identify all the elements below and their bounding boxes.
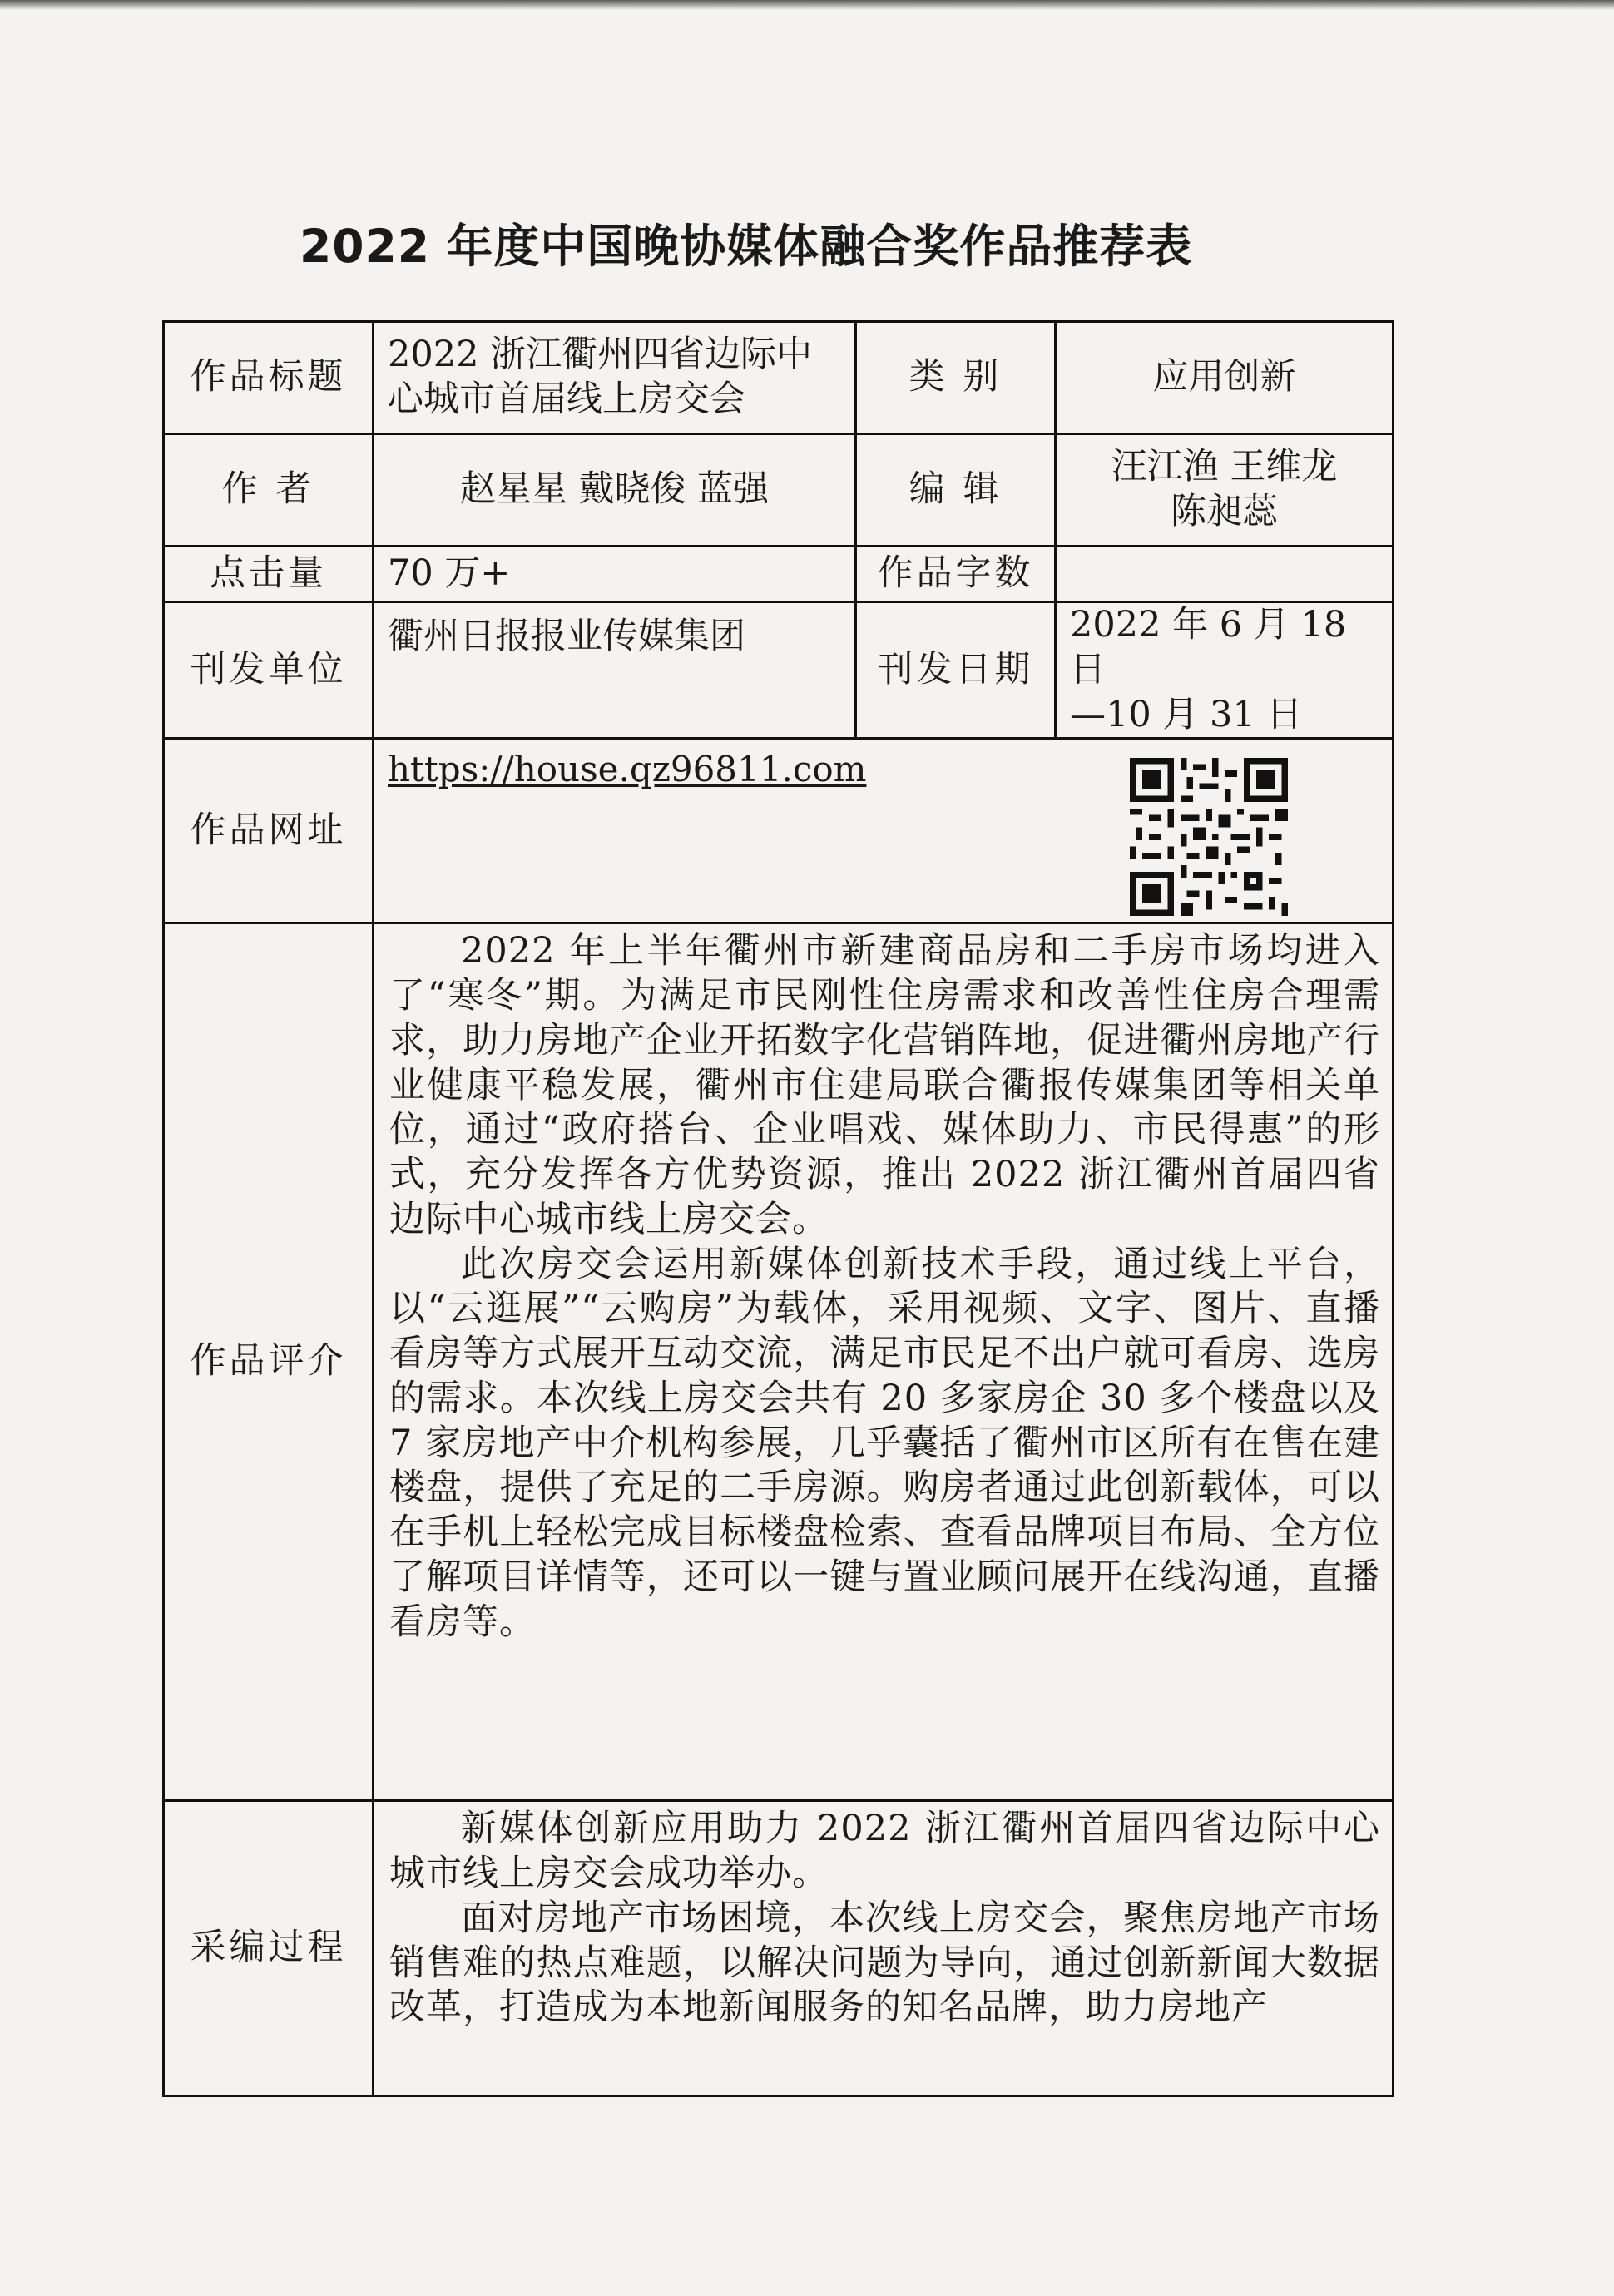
row-url [164, 739, 1394, 923]
author-value: 赵星星 戴晓俊 蓝强 [374, 434, 856, 547]
row-publisher [164, 602, 1394, 739]
recommendation-form-table [162, 320, 1394, 2097]
page-title: 2022 年度中国晚协媒体融合奖作品推荐表 [300, 220, 1193, 273]
author-label: 作 者 [164, 434, 374, 547]
url-link[interactable]: https://house.qz96811.com [388, 749, 867, 790]
process-label: 采编过程 [164, 1801, 374, 2096]
review-paragraph-1: 2022 年上半年衢州市新建商品房和二手房市场均进入了“寒冬”期。为满足市民刚性住房需求和改善性住房合理需求，助力房地产企业开拓数字化营销阵地，促进衢州房地产行业健康平稳发展，衢州市住建局联合衢报传媒集团等相关单位，通过“政府搭台、企业唱戏、媒体助力、市民得惠”的形式，充分发挥各方优势资源，推出 2022 浙江衢州首届四省边际中心城市线上房交会。 [389, 930, 1380, 1240]
clicks-value: 70 万+ [374, 547, 856, 602]
editor-value [1056, 434, 1394, 547]
category-label: 类 别 [856, 322, 1056, 434]
publisher-label: 刊发单位 [164, 602, 374, 739]
clicks-label: 点击量 [164, 547, 374, 602]
review-text [374, 923, 1394, 1801]
editor-line-2: 陈昶蕊 [1171, 491, 1278, 532]
row-title [164, 322, 1394, 434]
process-paragraph-1: 新媒体创新应用助力 2022 浙江衢州首届四省边际中心城市线上房交会成功举办。 [389, 1808, 1380, 1894]
date-line-2: —10 月 31 日 [1070, 693, 1303, 735]
date-line-1: 2022 年 6 月 18 日 [1070, 604, 1347, 690]
date-label: 刊发日期 [856, 602, 1056, 739]
review-label: 作品评介 [164, 923, 374, 1801]
category-value: 应用创新 [1056, 322, 1394, 434]
wordcount-value [1056, 547, 1394, 602]
process-text [374, 1801, 1394, 2096]
row-author [164, 434, 1394, 547]
publisher-value: 衢州日报报业传媒集团 [374, 602, 856, 739]
date-value [1056, 602, 1394, 739]
row-clicks [164, 547, 1394, 602]
row-process [164, 1801, 1394, 2096]
qr-code-icon[interactable] [1130, 758, 1288, 916]
url-label: 作品网址 [164, 739, 374, 923]
row-review [164, 923, 1394, 1801]
title-value: 2022 浙江衢州四省边际中心城市首届线上房交会 [374, 322, 856, 434]
editor-line-1: 汪江渔 王维龙 [1111, 446, 1338, 488]
title-label: 作品标题 [164, 322, 374, 434]
editor-label: 编 辑 [856, 434, 1056, 547]
process-paragraph-2: 面对房地产市场困境，本次线上房交会，聚焦房地产市场销售难的热点难题，以解决问题为导向，通过创新新闻大数据改革，打造成为本地新闻服务的知名品牌，助力房地产 [389, 1897, 1380, 2029]
scan-edge [0, 0, 1614, 10]
wordcount-label: 作品字数 [856, 547, 1056, 602]
review-paragraph-2: 此次房交会运用新媒体创新技术手段，通过线上平台，以“云逛展”“云购房”为载体，采用视频、文字、图片、直播看房等方式展开互动交流，满足市民足不出户就可看房、选房的需求。本次线上房交会共有 20 多家房企 30 多个楼盘以及 7 家房地产中介机构参展，几乎囊括了衢州市区所有在售在建楼盘，提供了充足的二手房源。购房者通过此创新载体，可以在手机上轻松完成目标楼盘检索、查看品牌项目布局、全方位了解项目详情等，还可以一键与置业顾问展开在线沟通，直播看房等。 [389, 1243, 1380, 1643]
url-cell [374, 739, 1394, 923]
